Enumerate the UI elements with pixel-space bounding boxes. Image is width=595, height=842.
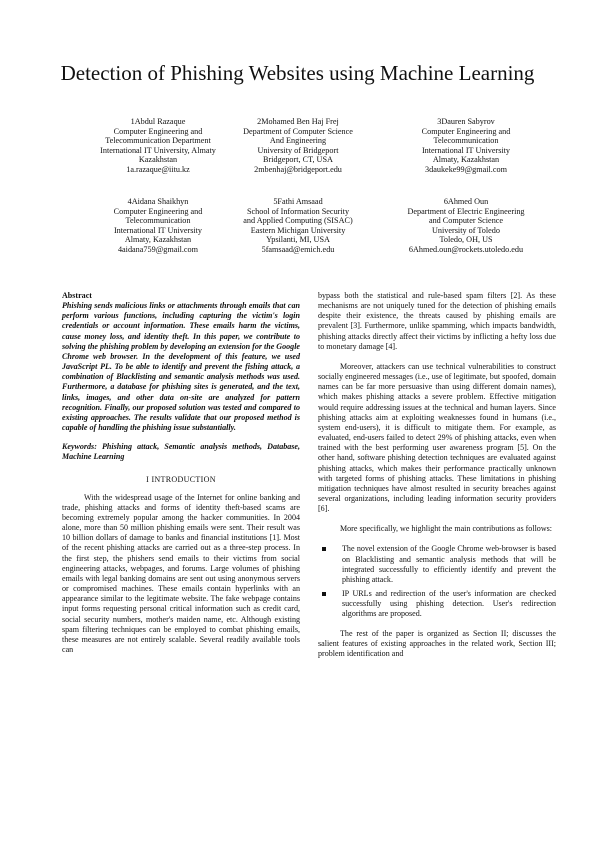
paper-title: Detection of Phishing Websites using Machine Learning xyxy=(60,61,535,85)
abstract-body: Phishing sends malicious links or attachments through emails that can perform various functions, including capturing the victim's login credentials or account information. These emails harm the victims, cause money loss, and identity theft. In this paper, we contribute to solving the phishing problem by developing an extension for the Google Chrome web browser. In the development of this feature, we used JavaScript PL. To be able to identify and prevent the fishing attack, a combination of Blacklisting and semantic analysis methods was used. Furthermore, a database for phishing sites is generated, and the text, links, images, and other data on-site are analyzed for pattern recognition. Finally, our proposed solution was tested and compared to existing approaches. The results validate that our proposed method is capable of handling the phishing issue substantially. xyxy=(62,301,300,433)
author-affiliation: Telecommunication Department xyxy=(105,136,211,146)
author-name: 3Dauren Sabyrov xyxy=(437,117,495,126)
author-affiliation: Telecommunication xyxy=(125,216,191,226)
author-name: 5Fathi Amsaad xyxy=(273,197,323,206)
intro-paragraph: With the widespread usage of the Internet for online banking and trade, phishing attacks and forms of identity theft-based scams are becoming extremely popular among the hacker communities. In 2004 alone, more than 50 million phishing emails were sent. Their result was 10 billion dollars of damage to banks and financial institutions [1]. Most of the recent phishing attacks are carried out as a three-step process. In the first step, the phishers send emails to their victims from social engineering attacks, webpages, and forums. Large volumes of phishing emails with legal banking domains are sent out using anonymous servers or compromised machines. These emails contain hyperlinks with an appearance similar to the legitimate website. The fake webpage contains input forms requesting personal critical information such as credit card, social security numbers, mother's maiden name, etc. Although existing spam filtering techniques can be employed to combat phishing emails, these measures are not entirely scalable. Several readily available tools can xyxy=(62,492,300,654)
right-column xyxy=(318,291,556,659)
body-paragraph: bypass both the statistical and rule-based spam filters [2]. As these mechanisms are not uniquely tuned for the detection of phishing emails despite their existence, the threats caused by phishing emails are prevalent [3]. Furthermore, unlike spamming, which impacts bandwidth, phishing attacks directly affect their victims by inflicting a hefty loss due to monetary damage [4]. xyxy=(318,291,556,351)
author-affiliation: and Applied Computing (SISAC) xyxy=(243,216,353,226)
author-affiliation: School of Information Security xyxy=(246,206,350,216)
author-affiliation: And Engineering xyxy=(269,136,327,146)
author-name: 1Abdul Razaque xyxy=(130,117,186,126)
author-affiliation: Department of Computer Science xyxy=(243,126,353,136)
body-paragraph: Moreover, attackers can use technical vulnerabilities to construct socially engineered messages (i.e., use of legitimate, but spoofed, domain names can be far more persuasive than using different domain names), which makes phishing attacks a severe problem. Effective mitigation would require addressing issues at the technical and human layers. Since phishing attacks aim at exploiting weaknesses found in humans (i.e., system end-users), it is difficult to mitigate them. For example, as evaluated, end-users failed to detect 29% of phishing attacks, even when trained with the best performing user awareness program [5]. On the other hand, software phishing detection techniques are evaluated against phishing attacks, which makes their performance practically unknown with targeted forms of phishing attacks. These limitations in phishing mitigation techniques have almost resulted in security breaches against several organizations, including leading information security providers [6]. xyxy=(318,361,556,514)
keywords: Keywords: Phishing attack, Semantic analysis methods, Database, Machine Learning xyxy=(62,442,300,462)
author-email: 2mbenhaj@bridgeport.edu xyxy=(254,164,342,174)
author-name: 6Ahmed Oun xyxy=(443,197,489,206)
author-affiliation: International IT University, Almaty xyxy=(100,145,216,155)
body-paragraph: More specifically, we highlight the main contributions as follows: xyxy=(340,524,553,534)
author-affiliation: University of Toledo xyxy=(432,225,500,235)
body-paragraph: The rest of the paper is organized as Section II; discusses the salient features of existing approaches in the related work, Section III; problem identification and xyxy=(318,628,556,658)
author-affiliation: Almaty, Kazakhstan xyxy=(432,155,500,165)
author-affiliation: Bridgeport, CT, USA xyxy=(263,155,333,165)
author-affiliation: Telecommunication xyxy=(433,136,499,146)
author-affiliation: Department of Electric Engineering xyxy=(407,206,525,216)
author-affiliation: International IT University xyxy=(421,145,511,155)
author-affiliation: Eastern Michigan University xyxy=(250,225,346,235)
list-item xyxy=(318,544,556,585)
section-heading-introduction: I INTRODUCTION xyxy=(146,474,216,484)
author-affiliation: Almaty, Kazakhstan xyxy=(124,235,192,245)
author-name: 4Aidana Shaikhyn xyxy=(127,197,189,206)
author-block-2 xyxy=(212,117,384,175)
author-block-5 xyxy=(212,197,384,255)
author-affiliation: Kazakhstan xyxy=(138,155,178,165)
left-column xyxy=(62,291,300,655)
author-affiliation: Computer Engineering and xyxy=(421,126,511,136)
list-item-text: The novel extension of the Google Chrome web-browser is based on Blacklisting and semantic analysis methods that will be integrated successfully to efficiently identify and prevent the phishing attack. xyxy=(342,544,556,584)
author-email: 5famsaad@emich.edu xyxy=(261,244,335,254)
author-affiliation: and Computer Science xyxy=(428,216,504,226)
author-block-3 xyxy=(380,117,552,175)
list-item-text: IP URLs and redirection of the user's information are checked successfully using phishing detection. User's redirection algorithms are proposed. xyxy=(342,589,556,619)
author-email: 1a.razaque@iitu.kz xyxy=(126,164,190,174)
square-bullet-icon xyxy=(322,547,326,551)
author-affiliation: Toledo, OH, US xyxy=(439,235,493,245)
author-email: 3daukeke99@gmail.com xyxy=(425,164,507,174)
author-block-6 xyxy=(380,197,552,255)
author-affiliation: University of Bridgeport xyxy=(257,145,339,155)
author-email: 6Ahmed.oun@rockets.utoledo.edu xyxy=(408,244,524,254)
author-affiliation: Computer Engineering and xyxy=(113,126,203,136)
author-name: 2Mohamed Ben Haj Frej xyxy=(257,117,339,126)
list-item xyxy=(318,589,556,619)
author-email: 4aidana759@gmail.com xyxy=(117,244,199,254)
author-affiliation: Ypsilanti, MI, USA xyxy=(266,235,330,245)
author-affiliation: International IT University xyxy=(113,225,203,235)
contributions-list xyxy=(318,544,556,619)
author-affiliation: Computer Engineering and xyxy=(113,206,203,216)
abstract-heading: Abstract xyxy=(62,291,92,300)
square-bullet-icon xyxy=(322,592,326,596)
